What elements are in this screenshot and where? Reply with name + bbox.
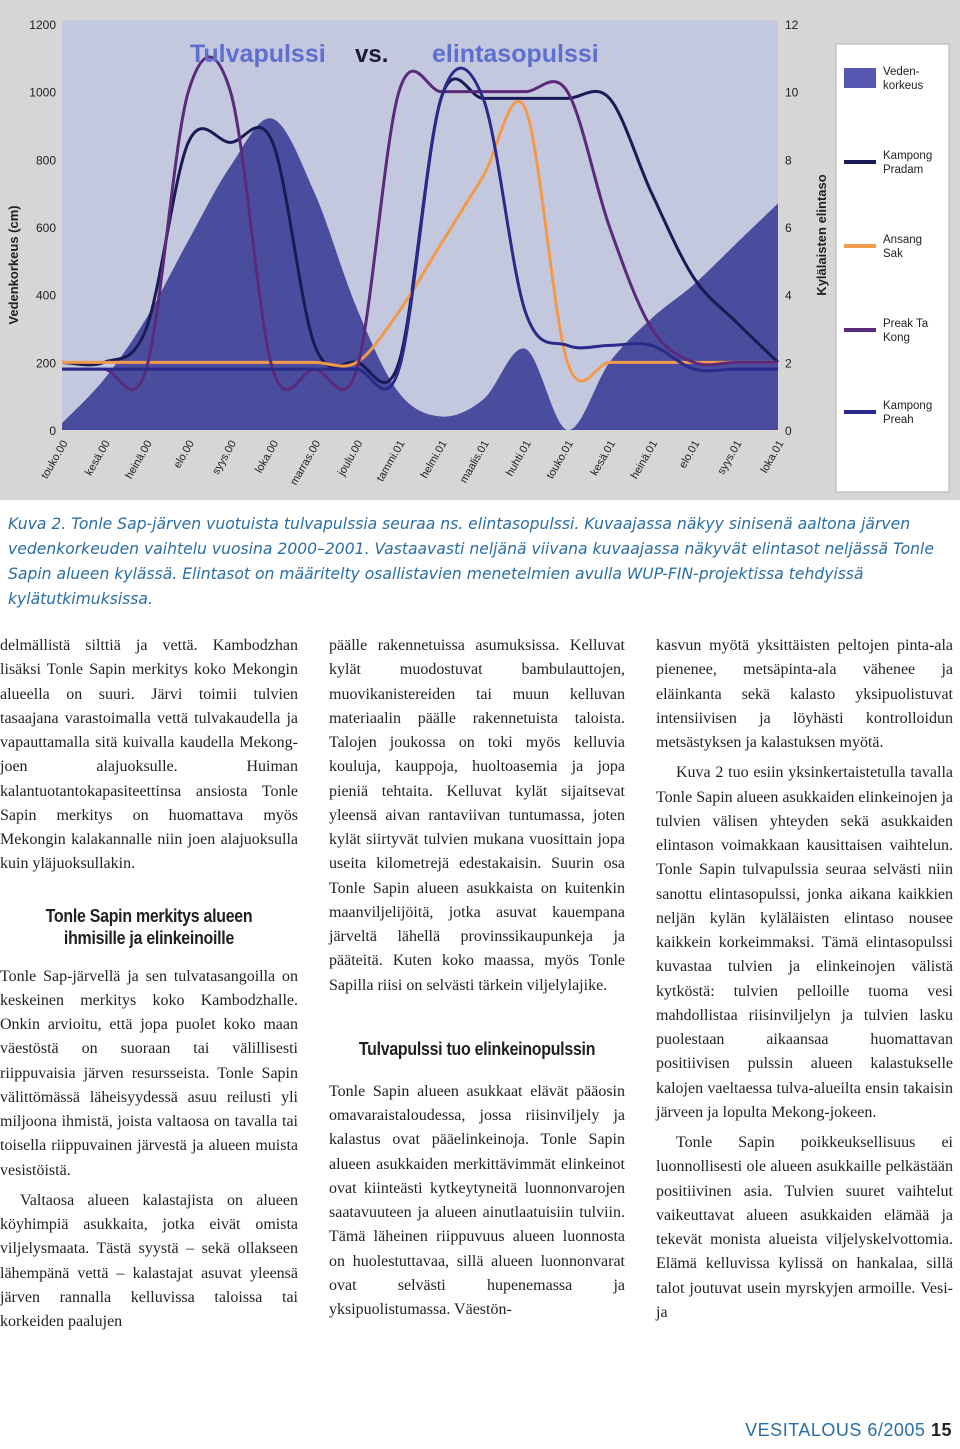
- y-left-tick-label: 400: [35, 288, 56, 303]
- legend-swatch: [844, 410, 876, 414]
- y-left-tick-label: 200: [35, 356, 56, 371]
- x-tick-label: touko.00: [39, 438, 71, 482]
- text-column-2: [329, 634, 625, 1322]
- x-tick-label: kesä.00: [83, 438, 113, 478]
- x-tick-label: touko.01: [544, 438, 577, 482]
- text-column-1: [0, 634, 298, 1334]
- y-right-tick-label: 0: [785, 424, 792, 438]
- legend-swatch: [844, 68, 876, 88]
- issue-number: 6/2005: [867, 1420, 926, 1440]
- paragraph: päälle rakennetuissa asumuksissa. Kelluvat kylät muodostuvat bambulauttojen, muovikanistereiden tai muun kelluvan materiaalin päälle rakennetuista taloista. Talojen joukossa on toki myös kelluvia kouluja, kauppoja, huoltoasemia ja jopa pieniä tehtaita. Kelluvat kylät sijaitsevat yleensä aivan rantaviivan tuntumassa, joten kylät siirtyvät tulvien mukana vuosittain jopa useita kilometrejä edestakaisin. Suurin osa Tonle Sapin alueen asukkaista on kuitenkin maanviljelijöitä, jotka asuvat kauempana järveltä lähellä provinssikaupunkeja ja pääteitä. Kuten koko maassa, myös Tonle Sapilla riisi on selvästi tärkein viljelylajike.: [329, 637, 625, 994]
- text-column-3: [656, 634, 953, 1325]
- x-tick-label: loka.00: [253, 438, 282, 476]
- section-heading: Tulvapulssi tuo elinkeinopulssin: [358, 1037, 596, 1059]
- legend-label: Veden-korkeus: [883, 66, 924, 92]
- x-tick-label: helmi.01: [418, 438, 450, 481]
- legend-label: Kampong Pradam: [883, 150, 933, 176]
- x-tick-label: joulu.00: [335, 438, 366, 478]
- x-tick-label: marras.00: [288, 438, 324, 488]
- chart-title-vs: vs.: [355, 41, 389, 68]
- paragraph: Tonle Sapin poikkeuksellisuus ei luonnollisesti ole alueen asukkaille pelkästään positiivinen asia. Tulvien suuret vaihtelut vaikeuttavat alueen asukkaiden elämää ja tekevät monista alueista viljelyskelvottomia. Elämä kelluvissa kylissä on hankalaa, sillä talot joutuvat usein myrskyjen armoille. Vesi- ja: [656, 1134, 953, 1321]
- y-left-tick-label: 600: [35, 221, 56, 235]
- y-left-tick-label: 800: [35, 153, 56, 168]
- legend-label: Kampong Preah: [883, 400, 933, 426]
- legend-label: Preak Ta Kong: [883, 318, 929, 344]
- paragraph: delmällistä silttiä ja vettä. Kambodzhan lisäksi Tonle Sapin merkitys koko Mekongin alueella on suuri. Järvi toimii tulvien tasaajana varastoimalla vettä tulvakaudella ja vapauttamalla sitä kuivalla kaudella Mekong-joen alajuoksulle. Huiman kalantuotantokapasiteettinsa ansiosta Tonle Sapin merkitys on huomattava myös Mekongin kalakannalle niin joen alajuoksulla kuin yläjuoksullakin.: [0, 637, 298, 873]
- x-tick-label: elo.01: [676, 438, 703, 471]
- y-right-tick-label: 10: [785, 85, 799, 100]
- y-right-tick-label: 12: [785, 18, 799, 32]
- y-right-tick-label: 4: [785, 288, 792, 303]
- paragraph: Kuva 2 tuo esiin yksinkertaistetulla tavalla Tonle Sapin alueen asukkaiden elinkeinojen ja tulvien välisen yhteyden sekä asukkaiden elintason voimakkaan kausittaisen vaihtelun. Tonle Sapin tulvapulssia seuraa selvästi niin sanottu elintasopulssi, jonka aikana kaikkien neljän kylän kyläläisten elintaso nousee kaikkein korkeimmaksi. Tämä elintasopulssi kuvastaa tulvien ja elinkeinojen välistä kytköstä: tulvien pelloille tuoma vesi mahdollistaa riisinviljelyn ja tulvien lasku puolestaan aikaansaa huomattavan positiivisen pulssin alueen kalastukselle kalojen vaeltaessa tulva-alueilta ensin takaisin järveen ja lopulta Mekong-jokeen.: [656, 764, 954, 1121]
- legend-swatch: [844, 244, 876, 248]
- page-footer: [745, 1420, 952, 1441]
- y-axis-left-label: Vedenkorkeus (cm): [6, 205, 21, 325]
- x-tick-label: elo.00: [171, 438, 197, 471]
- y-right-tick-label: 6: [785, 221, 792, 235]
- x-tick-label: tammi.01: [374, 438, 408, 484]
- paragraph: Tonle Sapin alueen asukkaat elävät pääosin omavaraistaloudessa, jossa riisinviljely ja kalastus ovat pääelinkeinoja. Tonle Sapin alueen asukkaiden merkittävimmät elinkeinot ovat kiinteästi kytkeytyneitä luonnonvarojen saatavuuteen ja alueen ainutlaatuisiin tulviin. Tämä läheinen riippuvuus alueen luonnosta on huolestuttavaa, sillä alueen luonnonvarat ovat selvästi hupenemassa ja yksipuolistumassa. Väestön-: [329, 1082, 625, 1318]
- y-left-tick-label: 1200: [29, 18, 56, 32]
- paragraph: Valtaosa alueen kalastajista on alueen köyhimpiä asukkaita, jotka eivät omista viljelysmaata. Tästä syystä – sekä ollakseen lähempänä vettä – kalastajat asuvat yleensä järven rannalla kelluvissa taloissa tai korkeiden paalujen: [0, 1191, 298, 1330]
- legend-swatch: [844, 328, 876, 332]
- x-tick-label: heinä.00: [123, 438, 155, 482]
- x-tick-label: syys.01: [715, 438, 745, 477]
- x-tick-label: syys.00: [210, 438, 240, 477]
- magazine-name: VESITALOUS: [745, 1420, 862, 1440]
- x-tick-label: maalis.01: [457, 438, 492, 486]
- y-left-tick-label: 0: [49, 424, 56, 438]
- paragraph: kasvun myötä yksittäisten peltojen pinta-ala pienenee, metsäpinta-ala vähenee ja eläinkanta sekä kalasto yksipuolistuvat intensiivisen ja löyhästi kontrolloidun metsästyksen ja kalastuksen myötä.: [656, 637, 953, 751]
- page-number: 15: [930, 1420, 952, 1440]
- chart: [0, 0, 960, 500]
- y-right-tick-label: 2: [785, 356, 792, 371]
- x-tick-label: huhti.01: [503, 438, 534, 479]
- x-tick-label: kesä.01: [588, 438, 619, 478]
- chart-title-right: elintasopulssi: [432, 40, 599, 68]
- section-heading: Tonle Sapin merkitys alueen ihmisille ja elinkeinoille: [45, 904, 253, 948]
- legend-label: Ansang Sak: [883, 234, 923, 260]
- x-tick-label: heinä.01: [628, 438, 661, 482]
- legend-swatch: [844, 160, 876, 164]
- y-left-tick-label: 1000: [29, 85, 56, 100]
- paragraph: Tonle Sap-järvellä ja sen tulvatasangoilla on keskeinen merkitys koko Kambodzhalle. Onkin arvioitu, että jopa puolet koko maan väestöstä on suoraan tai välillisesti riippuvaisia järven resursseista. Tonle Sapin välittömässä läheisyydessä asuu reilusti yli miljoona ihmistä, joista valtaosa on tavalla tai toisella riippuvainen järvestä ja alueen muista vesistöistä.: [0, 967, 298, 1179]
- y-right-tick-label: 8: [785, 153, 792, 168]
- chart-title-left: Tulvapulssi: [190, 40, 326, 68]
- figure-caption: Kuva 2. Tonle Sap-järven vuotuista tulvapulssia seuraa ns. elintasopulssi. Kuvaajassa näkyy sinisenä aaltona järven vedenkorkeuden vaihtelu vuosina 2000–2001. Vastaavasti neljänä viivana kuvaajassa näkyvät elintasot neljässä Tonle Sapin alueen kylässä. Elintasot on määritelty osallistavien menetelmien avulla WUP-FIN-projektissa tehdyissä kylätutkimuksissa.: [8, 515, 934, 608]
- y-axis-right-label: Kylälaisten elintaso: [814, 174, 829, 296]
- x-tick-label: loka.01: [758, 438, 787, 476]
